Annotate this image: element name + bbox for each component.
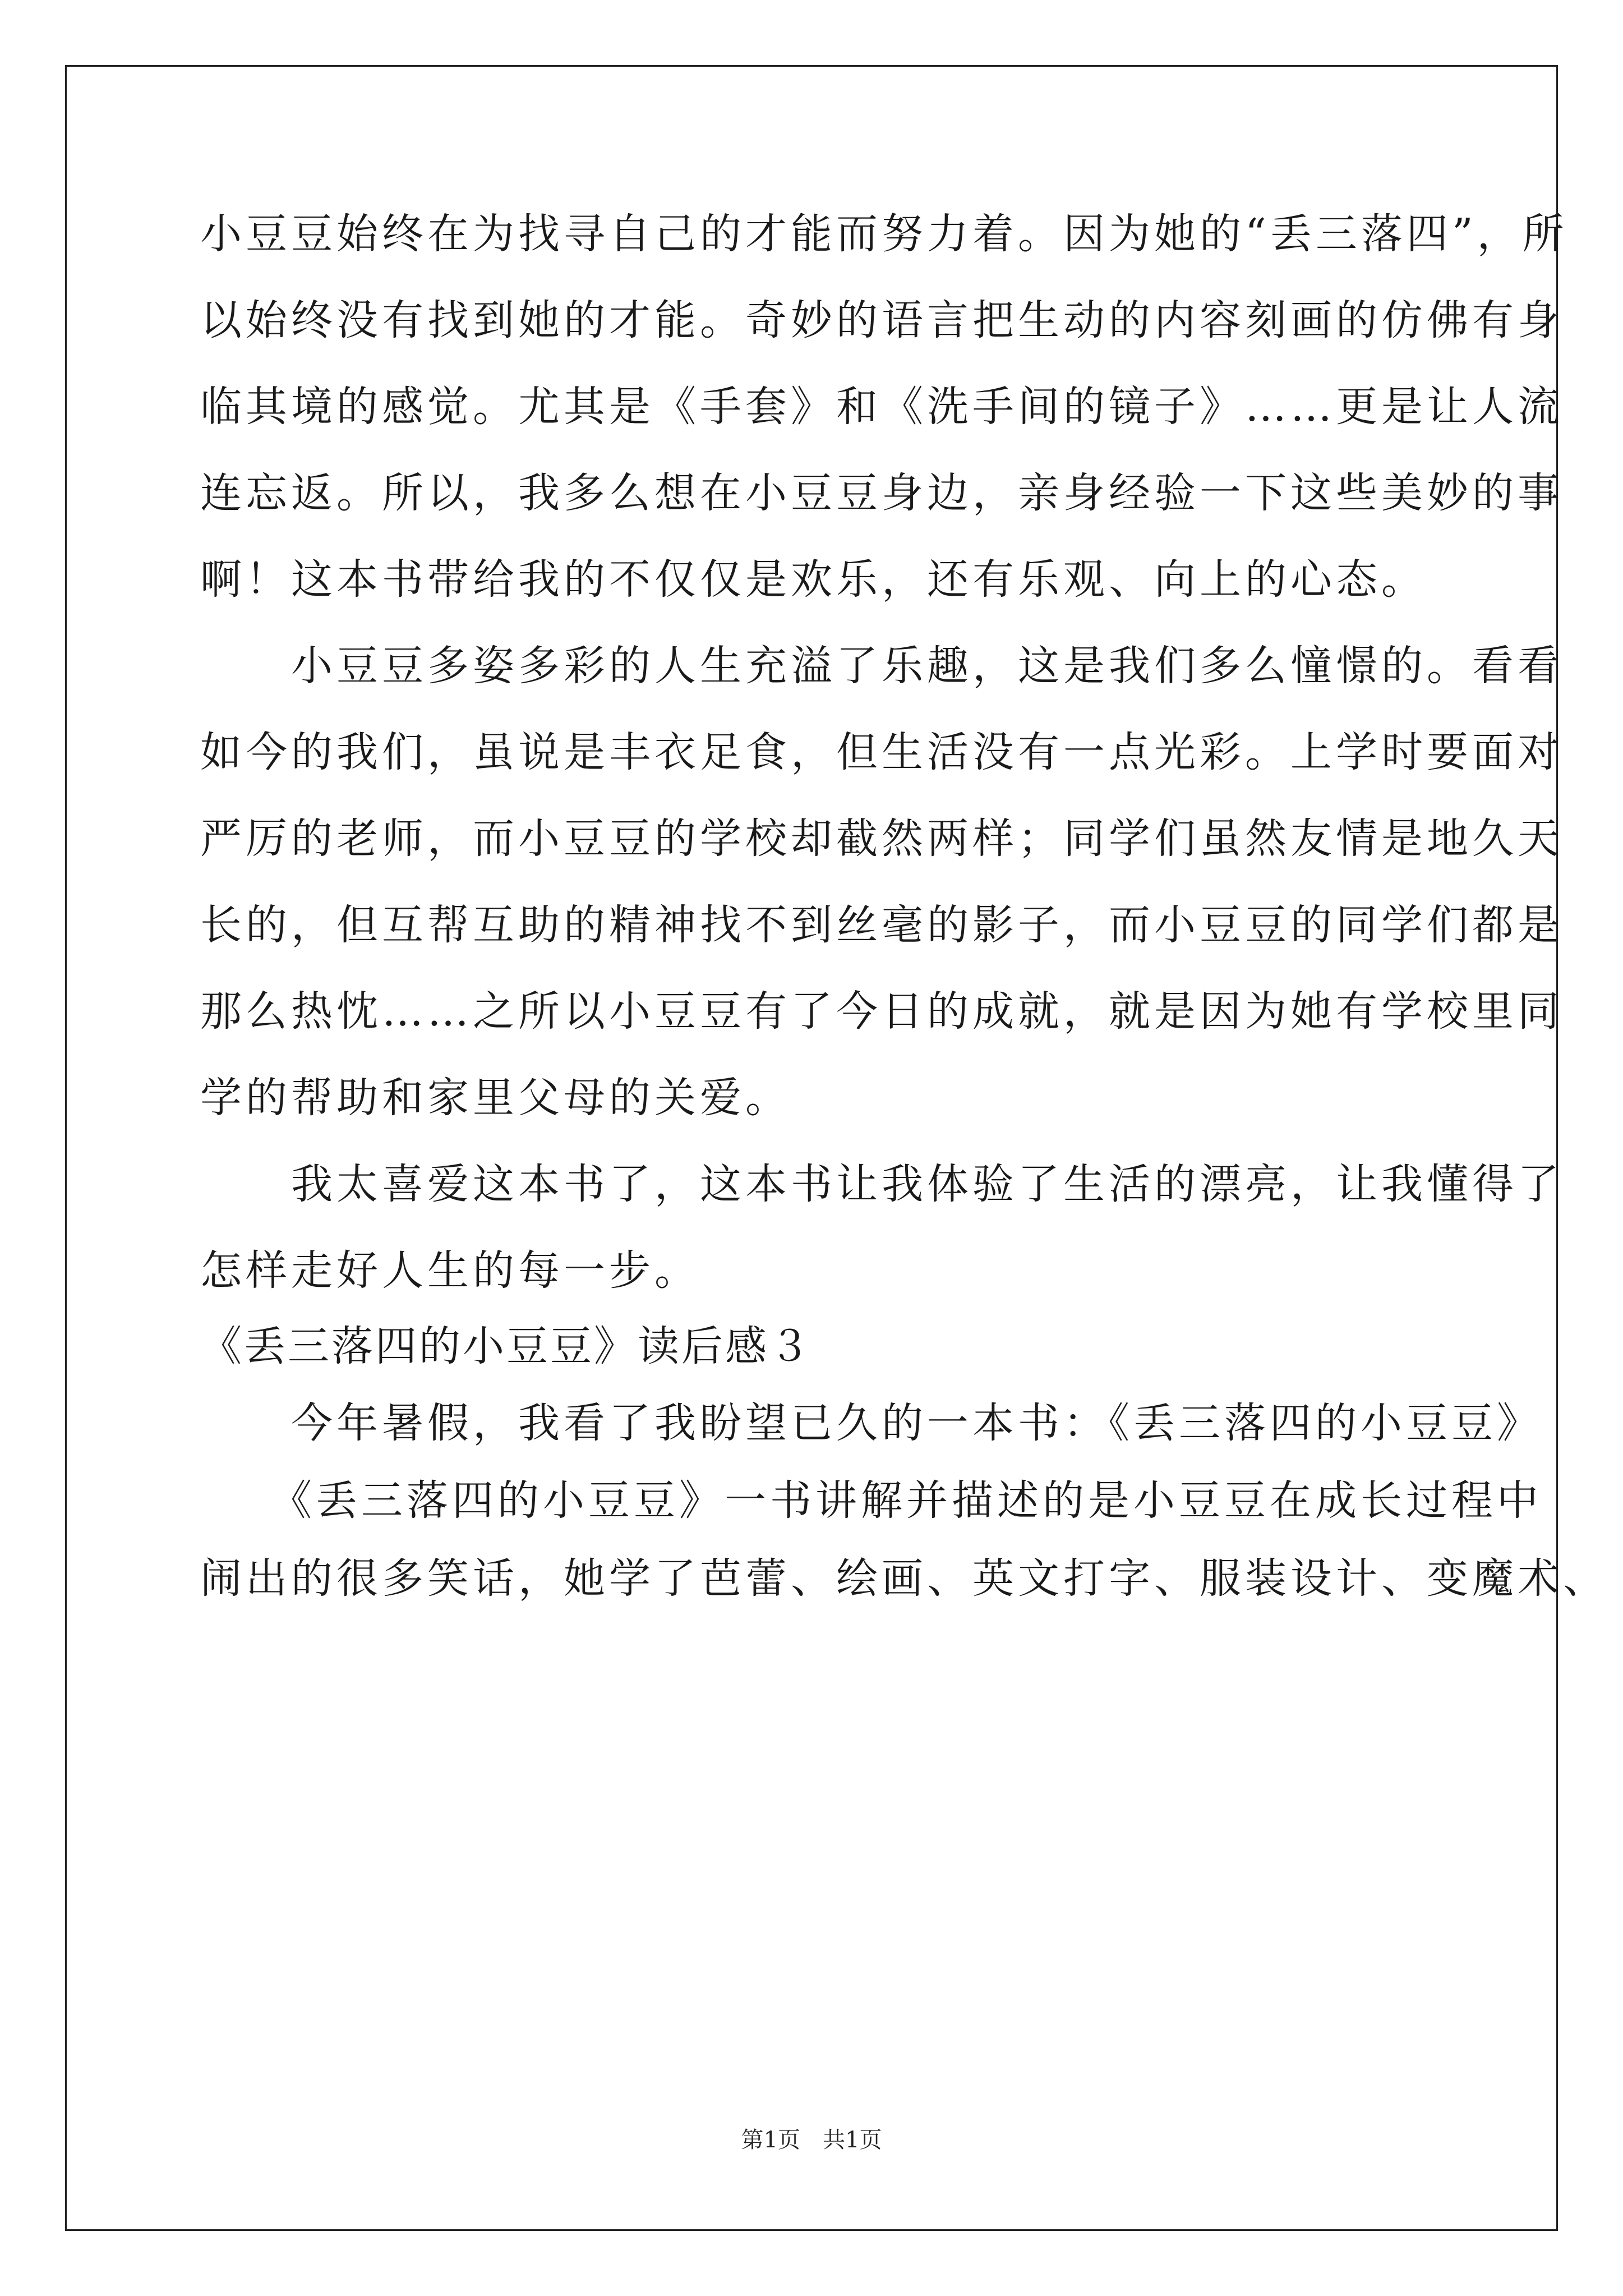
text-line: 怎样走好人生的每一步。: [200, 1246, 700, 1295]
text-line: 连忘返。所以，我多么想在小豆豆身边，亲身经验一下这些美妙的事: [200, 469, 1563, 517]
text-line: 以始终没有找到她的才能。奇妙的语言把生动的内容刻画的仿佛有身: [200, 296, 1563, 344]
text-line: 《丢三落四的小豆豆》一书讲解并描述的是小豆豆在成长过程中: [200, 1476, 1542, 1525]
text-line: 长的，但互帮互助的精神找不到丝毫的影子，而小豆豆的同学们都是: [200, 901, 1563, 949]
text-line: 严厉的老师，而小豆豆的学校却截然两样；同学们虽然友情是地久天: [200, 815, 1563, 863]
section-heading: 《丢三落四的小豆豆》读后感３: [200, 1322, 813, 1370]
text-line: 如今的我们，虽说是丰衣足食，但生活没有一点光彩。上学时要面对: [200, 728, 1563, 776]
text-line: 闹出的很多笑话，她学了芭蕾、绘画、英文打字、服装设计、变魔术、: [200, 1554, 1608, 1603]
text-line: 今年暑假，我看了我盼望已久的一本书：《丢三落四的小豆豆》: [200, 1399, 1542, 1447]
text-line: 小豆豆多姿多彩的人生充溢了乐趣，这是我们多么憧憬的。看看: [200, 642, 1563, 690]
text-line: 学的帮助和家里父母的关爱。: [200, 1074, 791, 1122]
text-line: 啊！这本书带给我的不仅仅是欢乐，还有乐观、向上的心态。: [200, 555, 1427, 604]
text-line: 我太喜爱这本书了，这本书让我体验了生活的漂亮，让我懂得了: [200, 1160, 1563, 1208]
text-line: 那么热忱……之所以小豆豆有了今日的成就，就是因为她有学校里同: [200, 987, 1563, 1036]
page-footer: 第1页 共1页: [741, 2127, 882, 2153]
text-line: 临其境的感觉。尤其是《手套》和《洗手间的镜子》……更是让人流: [200, 383, 1563, 431]
text-line: 小豆豆始终在为找寻自己的才能而努力着。因为她的“丢三落四”，所: [200, 210, 1568, 258]
